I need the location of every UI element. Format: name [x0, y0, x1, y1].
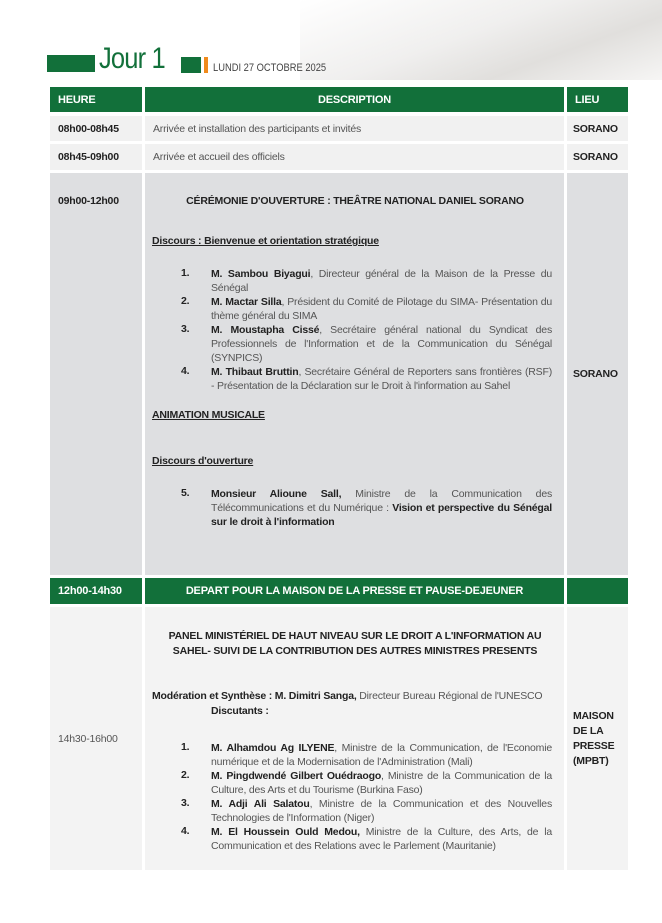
row-description: Arrivée et accueil des officiels	[145, 144, 564, 170]
speaker-item	[181, 769, 552, 797]
speaker-role: , Ministre de la Communication de la Culture, des Arts et du Tourisme (Burkina Faso)	[211, 770, 552, 796]
speaker-role: Ministre de la Communication des Télécommunications et du Numérique :	[211, 488, 553, 514]
speaker-role: , Ministre de la Communication, de l'Economie numérique et de la Modernisation de l'Administration (Mali)	[211, 742, 552, 768]
speaker-name: M. Sambou Biyagui	[211, 268, 311, 280]
discours-heading: Discours : Bienvenue et orientation stratégique	[152, 235, 379, 247]
panel-description	[145, 607, 564, 870]
ceremony-title: CÉRÉMONIE D'OUVERTURE : THEÂTRE NATIONAL DANIEL SORANO	[186, 195, 524, 207]
item-number: 3.	[181, 323, 190, 335]
speaker-item	[181, 825, 552, 853]
speaker-item	[181, 797, 552, 825]
background-fabric-decoration	[300, 0, 662, 80]
departure-time: 12h00-14h30	[50, 578, 142, 604]
item-number: 5.	[181, 487, 190, 499]
speaker-role: , Secrétaire général national du Syndicat des Professionnels de l'Information et de la Communication du Sénégal (SYNPICS)	[211, 324, 552, 364]
speaker-role: Ministre de la Culture, des Arts, de la Communication et des Relations avec le Parlement (Mauritanie)	[211, 826, 552, 852]
row-place: SORANO	[567, 144, 628, 170]
title-accent-bar	[47, 55, 95, 72]
item-number: 1.	[181, 267, 190, 279]
speaker-name: M. El Houssein Ould Medou,	[211, 826, 360, 838]
day-date: LUNDI 27 OCTOBRE 2025	[213, 62, 327, 74]
item-number: 3.	[181, 797, 190, 809]
speaker-item	[181, 487, 552, 529]
item-number: 1.	[181, 741, 190, 753]
speaker-name: M. Mactar Silla	[211, 296, 282, 308]
speaker-name: M. Moustapha Cissé	[211, 324, 320, 336]
speaker-name: M. Thibaut Bruttin	[211, 366, 299, 378]
speaker-role: , Directeur général de la Maison de la Presse du Sénégal	[211, 268, 552, 294]
row-description: Arrivée et installation des participants et invités	[145, 116, 564, 141]
animation-heading: ANIMATION MUSICALE	[152, 409, 265, 421]
discutants-label: Discutants :	[211, 705, 269, 717]
panel-place: MAISON DE LA PRESSE (MPBT)	[567, 607, 628, 870]
item-number: 4.	[181, 825, 190, 837]
col-header-place: LIEU	[567, 87, 628, 112]
departure-place-empty	[567, 578, 628, 604]
day-title: Jour 1	[99, 42, 165, 75]
panel-time: 14h30-16h00	[50, 607, 142, 870]
speech-topic: Vision et perspective du Sénégal sur le droit à l'information	[211, 502, 552, 528]
row-time: 08h00-08h45	[50, 116, 142, 141]
ceremony-time: 09h00-12h00	[50, 173, 142, 575]
speaker-item	[181, 295, 552, 323]
col-header-time: HEURE	[50, 87, 142, 112]
speaker-role: , Président du Comité de Pilotage du SIMA- Présentation du thème général du SIMA	[211, 296, 552, 322]
ceremony-place: SORANO	[567, 173, 628, 575]
col-header-description: DESCRIPTION	[145, 87, 564, 112]
item-number: 2.	[181, 295, 190, 307]
ceremony-description	[145, 173, 564, 575]
panel-title: PANEL MINISTÉRIEL DE HAUT NIVEAU SUR LE DROIT A L'INFORMATION AU SAHEL- SUIVI DE LA CONTRIBUTION DES AUTRES MINISTRES PRESENTS	[168, 630, 542, 657]
moderation-role: Directeur Bureau Régional de l'UNESCO	[356, 690, 543, 702]
speaker-role: , Ministre de la Communication et des Nouvelles Technologies de l'Information (Niger)	[211, 798, 552, 824]
date-accent-square	[181, 57, 201, 73]
speaker-item	[181, 365, 552, 393]
item-number: 2.	[181, 769, 190, 781]
speaker-name: M. Adji Ali Salatou	[211, 798, 310, 810]
date-accent-orange	[204, 57, 208, 73]
row-place: SORANO	[567, 116, 628, 141]
departure-description: DEPART POUR LA MAISON DE LA PRESSE ET PAUSE-DEJEUNER	[145, 578, 564, 604]
speaker-role: , Secrétaire Général de Reporters sans frontières (RSF) - Présentation de la Déclaration sur le Droit à l'information au Sahel	[211, 366, 552, 392]
moderation-label: Modération et Synthèse : M. Dimitri Sanga,	[152, 690, 357, 702]
speaker-item	[181, 267, 552, 295]
speaker-list	[152, 267, 558, 393]
speaker-name: M. Alhamdou Ag ILYENE	[211, 742, 335, 754]
ouverture-heading: Discours d'ouverture	[152, 455, 254, 467]
speaker-name: Monsieur Alioune Sall,	[211, 488, 342, 500]
speaker-item	[181, 323, 552, 365]
row-time: 08h45-09h00	[50, 144, 142, 170]
speaker-item	[181, 741, 552, 769]
item-number: 4.	[181, 365, 190, 377]
speaker-name: M. Pingdwendé Gilbert Ouédraogo	[211, 770, 382, 782]
